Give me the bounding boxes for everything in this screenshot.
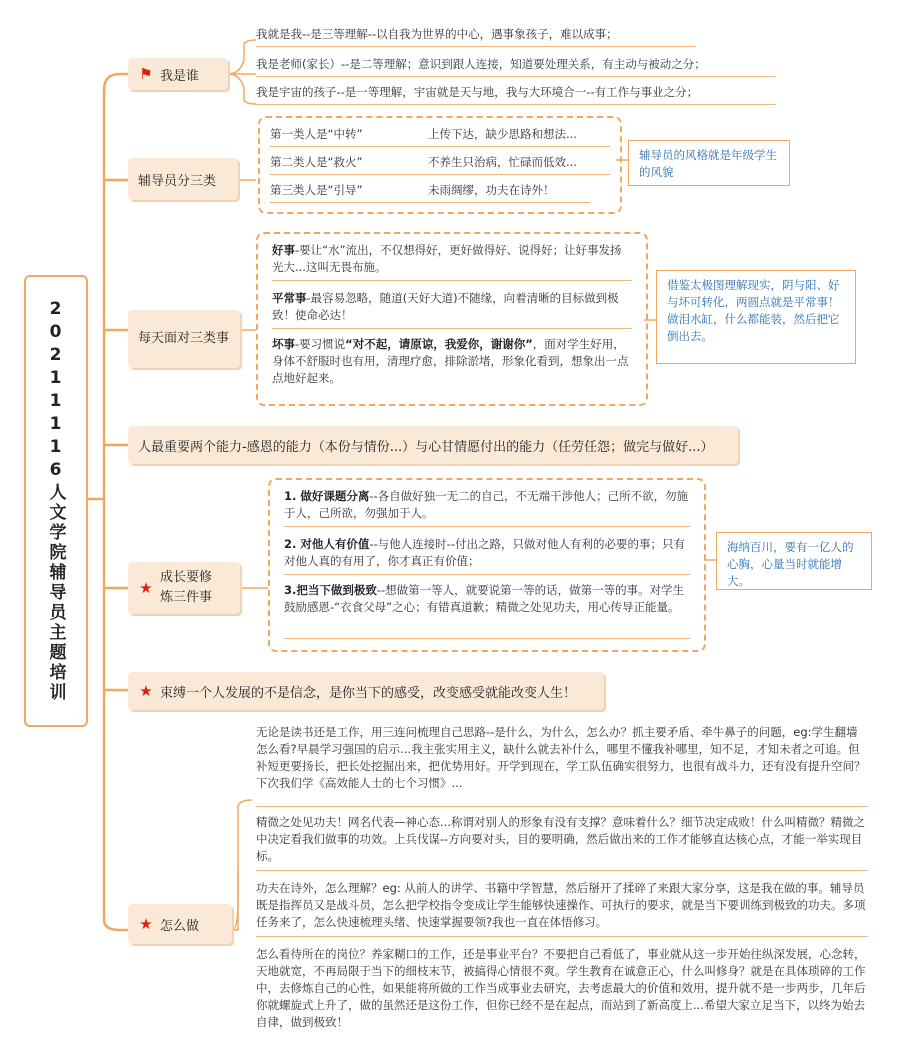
type-row-2: 第二类人是“救火” 不养生只治病，忙碌而低效... (270, 154, 610, 175)
growth-item-3: 3.把当下做到极致--想做第一等人，就要说第一等的话，做第一等的事。对学生鼓励感恩-“衣食父母”之心；有错真道歉；精微之处见功夫，用心传导正能量。 (284, 582, 690, 639)
topic-three-types-label: 辅导员分三类 (138, 173, 217, 189)
topic-three-types[interactable] (128, 158, 238, 200)
topic-how[interactable] (128, 904, 232, 944)
red-star-icon: ★ (139, 579, 153, 597)
topic-daily[interactable] (128, 310, 240, 368)
who-item-3: 我是宇宙的孩子--是一等理解，宇宙就是天与地，我与大环境合一--有工作与事业之分； (256, 84, 776, 105)
growth-item-1: 1. 做好课题分离--各自做好独一无二的自己，不无端干涉他人；己所不欲，勿施于人，己所欲，勿强加于人。 (284, 488, 690, 527)
three-types-note: 辅导员的风格就是年级学生的风貌 (628, 140, 790, 186)
topic-who[interactable] (128, 58, 228, 90)
red-flag-icon: ⚑ (139, 65, 153, 83)
how-paragraph-3: 功夫在诗外，怎么理解？eg: 从前人的讲学、书籍中学智慧，然后掰开了揉碎了来跟大家分享，这是我在做的事。辅导员既是指挥员又是战斗员，怎么把学校指令变成让学生能够快速操作、可执行的要求，就是当下要训练到极致的功夫。多项任务来了，怎么快速梳理头绪、快速掌握要领?我也一直在体悟修习。 (256, 880, 868, 937)
topic-daily-label: 每天面对三类事 (138, 331, 230, 346)
how-paragraph-2: 精微之处见功夫！网名代表—神心态...称谓对别人的形象有没有支撑？意味着什么？细节决定成败！什么叫精微？精微之中决定看我们做事的功效。上兵伐谋--方向要对头，目的要明确，然后做出来的工作才能够直达核心点，才能一举实现目标。 (256, 814, 868, 871)
type-row-1: 第一类人是“中转” 上传下达，缺少思路和想法... (270, 126, 610, 147)
root-topic (24, 275, 88, 727)
topic-abilities[interactable] (128, 426, 738, 464)
daily-good: 好事-要让“水”流出，不仅想得好，更好做得好、说得好；让好事发扬光大...这叫无畏布施。 (272, 242, 632, 281)
type-row-3: 第三类人是“引导” 未雨绸缪，功夫在诗外！ (270, 182, 590, 203)
topic-abilities-label: 人最重要两个能力-感恩的能力（本份与情份...）与心甘情愿付出的能力（任劳任怨；做完与做好...） (138, 439, 714, 455)
red-star-icon: ★ (139, 682, 153, 700)
how-paragraph-1: 无论是读书还是工作，用三连问梳理自己思路--是什么，为什么，怎么办？抓主要矛盾、牵牛鼻子的问题，eg:学生翻墙怎么看?早晨学习强国的启示...我主张实用主义，缺什么就去补什么，哪里不懂我补哪里，知不足，才知未者之可追。但补短更要扬长，把长处挖掘出来，把优势用好。开学到现在，学工队伍确实很努力，也很有战斗力，还有没有提升空间？下次我们学《高效能人士的七个习惯》... (256, 724, 868, 807)
topic-who-label: 我是谁 (160, 68, 200, 84)
topic-belief[interactable] (128, 672, 604, 710)
daily-note: 借鉴太极图理解现实，阴与阳、好与坏可转化，两圆点就是平常事！做泪水缸，什么都能装，然后把它倒出去。 (656, 270, 856, 364)
topic-how-label: 怎么做 (160, 918, 200, 934)
daily-ordinary: 平常事-最容易忽略，随道(天好大道)不随缘，向着清晰的目标做到极致！使命必达！ (272, 290, 632, 329)
how-paragraph-4: 怎么看待所在的岗位？养家糊口的工作，还是事业平台？不要把自己看低了，事业就从这一步开始往纵深发展，心念转，天地就宽，不再局限于当下的细枝末节，被搞得心情很不爽。学生教育在诚意正心，什么叫修身？就是在具体琐碎的工作中，去修炼自己的心性，如果能将所做的工作当成事业去研究，去考虑最大的价值和效用，提升就不是一步两步，几年后你就螺旋式上升了，做的虽然还是这份工作，但你已经不是在起点，而站到了新高度上...希望大家立足当下，以终为始去自律，做到极致！ (256, 947, 866, 1029)
who-item-2: 我是老师(家长）--是二等理解；意识到跟人连接，知道要处理关系，有主动与被动之分； (256, 56, 776, 77)
growth-note: 海纳百川，要有一亿人的心胸，心量当时就能增大。 (716, 532, 872, 590)
growth-item-2: 2. 对他人有价值--与他人连接时--付出之路，只做对他人有利的必要的事；只有对他人真的有用了，你才真正有价值； (284, 536, 690, 575)
topic-growth[interactable] (128, 562, 240, 614)
who-item-1: 我就是我--是三等理解--以自我为世界的中心，遇事象孩子，难以成事； (256, 26, 696, 47)
red-star-icon: ★ (139, 915, 153, 933)
topic-belief-label: 束缚一个人发展的不是信念，是你当下的感受，改变感受就能改变人生！ (160, 685, 577, 701)
root-title: 20211116人文学院辅导员主题培训 (45, 299, 66, 703)
daily-bad: 坏事-要习惯说“对不起，请原谅，我爱你，谢谢你”，面对学生好用，身体不舒服时也有用，清理疗愈，排除淤堵，形象化看到，想象出一点点地好起来。 (272, 337, 629, 385)
topic-growth-label: 成长要修炼三件事 (160, 570, 213, 605)
